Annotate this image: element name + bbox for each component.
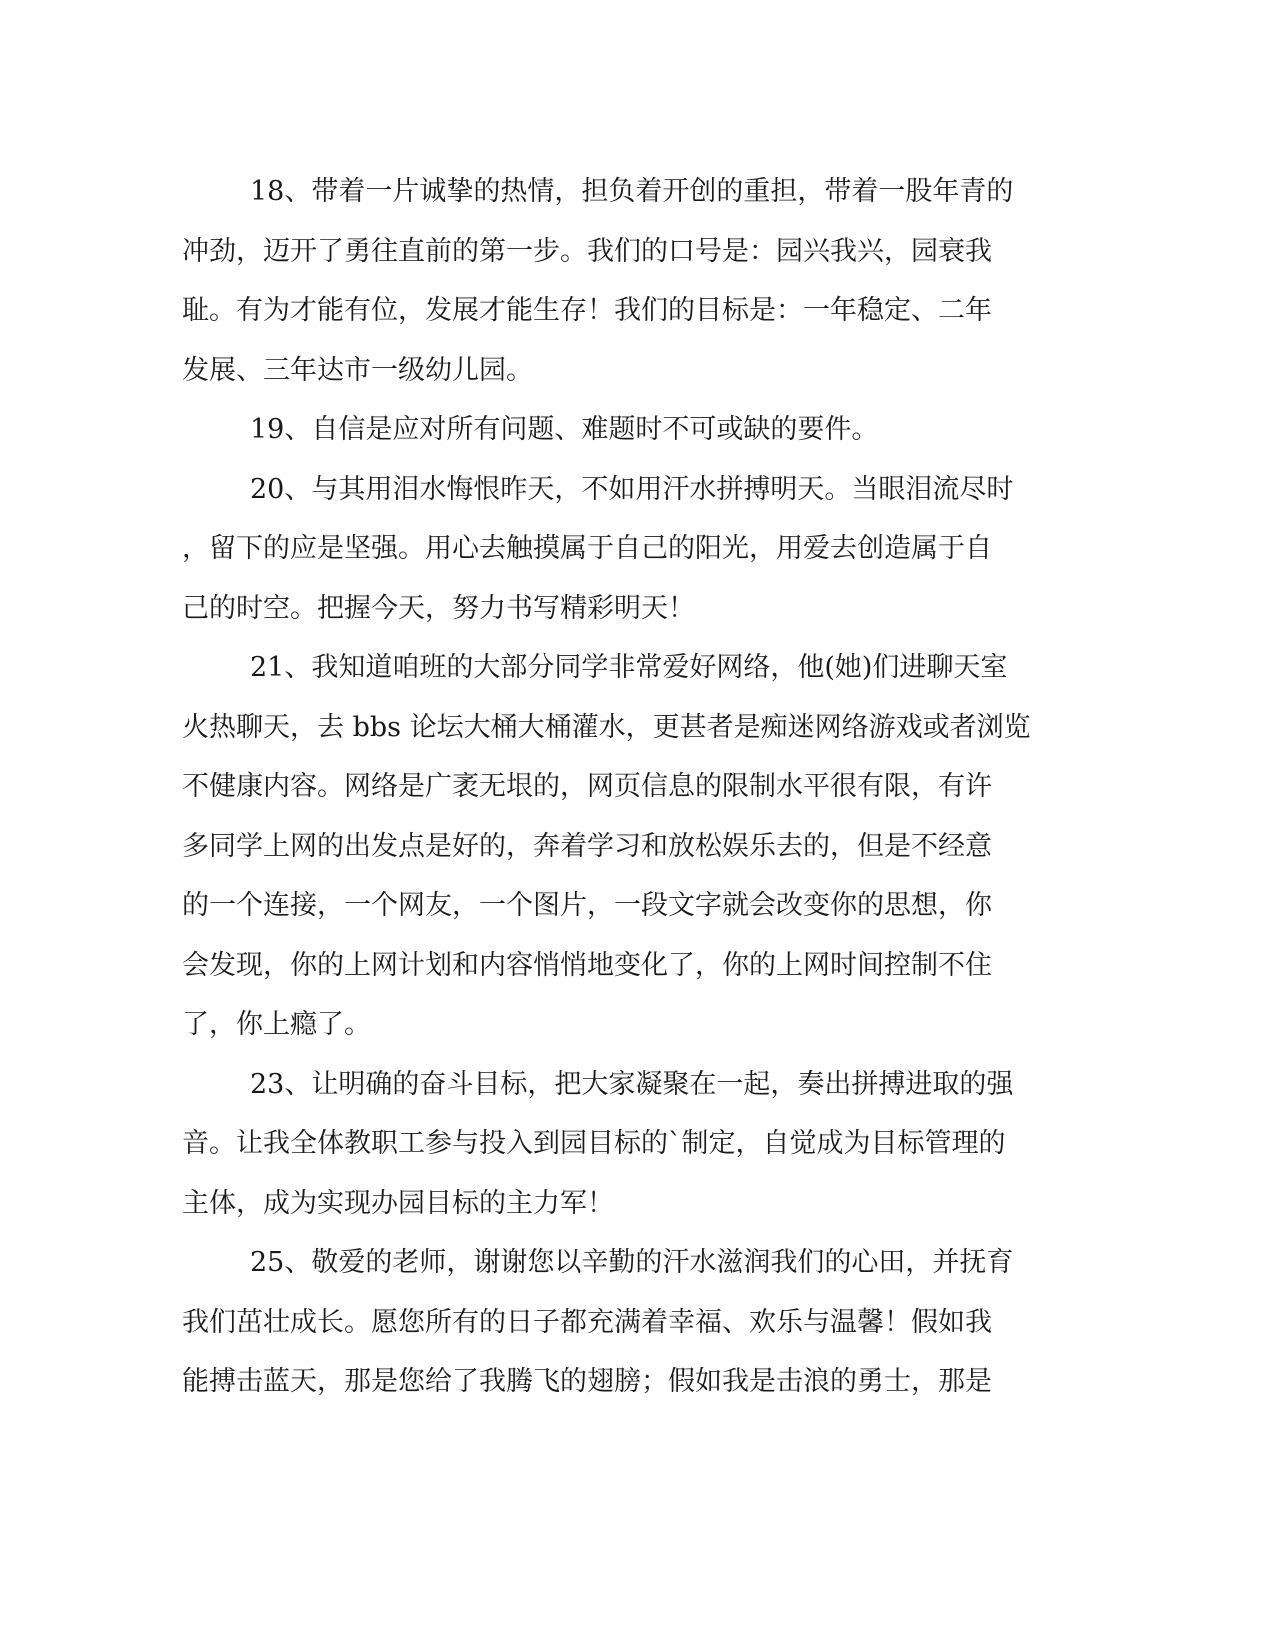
text-line: 耻。有为才能有位，发展才能生存！我们的目标是：一年稳定、二年 bbox=[182, 295, 992, 326]
document-body bbox=[182, 162, 1042, 1412]
paragraph-23 bbox=[182, 1055, 1042, 1234]
paragraph-19 bbox=[182, 400, 1042, 460]
text-line: 主体，成为实现办园目标的主力军！ bbox=[182, 1187, 614, 1219]
text-line: 我们茁壮成长。愿您所有的日子都充满着幸福、欢乐与温馨！假如我 bbox=[182, 1306, 992, 1338]
text-line: 会发现，你的上网计划和内容悄悄地变化了，你的上网时间控制不住 bbox=[182, 949, 992, 981]
text-line: 己的时空。把握今天，努力书写精彩明天！ bbox=[182, 592, 695, 624]
text-line: 了，你上瘾了。 bbox=[182, 1009, 371, 1040]
text-line: 18、带着一片诚挚的热情，担负着开创的重担，带着一股年青的 bbox=[250, 176, 1014, 207]
text-line: 的一个连接，一个网友，一个图片，一段文字就会改变你的思想，你 bbox=[182, 890, 992, 921]
text-line: 不健康内容。网络是广袤无垠的，网页信息的限制水平很有限，有许 bbox=[182, 771, 992, 802]
text-line: 25、敬爱的老师，谢谢您以辛勤的汗水滋润我们的心田，并抚育 bbox=[250, 1247, 1014, 1278]
text-line: 23、让明确的奋斗目标，把大家凝聚在一起，奏出拼搏进取的强 bbox=[250, 1068, 1014, 1100]
paragraph-25 bbox=[182, 1233, 1042, 1412]
paragraph-21 bbox=[182, 638, 1042, 1055]
text-line: 21、我知道咱班的大部分同学非常爱好网络，他(她)们进聊天室 bbox=[250, 652, 1008, 683]
text-line: 冲劲，迈开了勇往直前的第一步。我们的口号是：园兴我兴，园衰我 bbox=[182, 235, 992, 267]
paragraph-20 bbox=[182, 460, 1042, 639]
text-line: 发展、三年达市一级幼儿园。 bbox=[182, 354, 533, 386]
text-line: 多同学上网的出发点是好的，奔着学习和放松娱乐去的，但是不经意 bbox=[182, 830, 992, 862]
text-line: ，留下的应是坚强。用心去触摸属于自己的阳光，用爱去创造属于自 bbox=[182, 533, 992, 564]
text-line: 音。让我全体教职工参与投入到园目标的`制定，自觉成为目标管理的 bbox=[182, 1128, 1006, 1159]
text-line: 能搏击蓝天，那是您给了我腾飞的翅膀；假如我是击浪的勇士，那是 bbox=[182, 1366, 992, 1397]
text-line: 19、自信是应对所有问题、难题时不可或缺的要件。 bbox=[250, 414, 879, 445]
paragraph-18 bbox=[182, 162, 1042, 400]
text-line: 火热聊天，去 bbs 论坛大桶大桶灌水，更甚者是痴迷网络游戏或者浏览 bbox=[182, 711, 1031, 743]
text-line: 20、与其用泪水悔恨昨天，不如用汗水拼搏明天。当眼泪流尽时 bbox=[250, 473, 1014, 505]
